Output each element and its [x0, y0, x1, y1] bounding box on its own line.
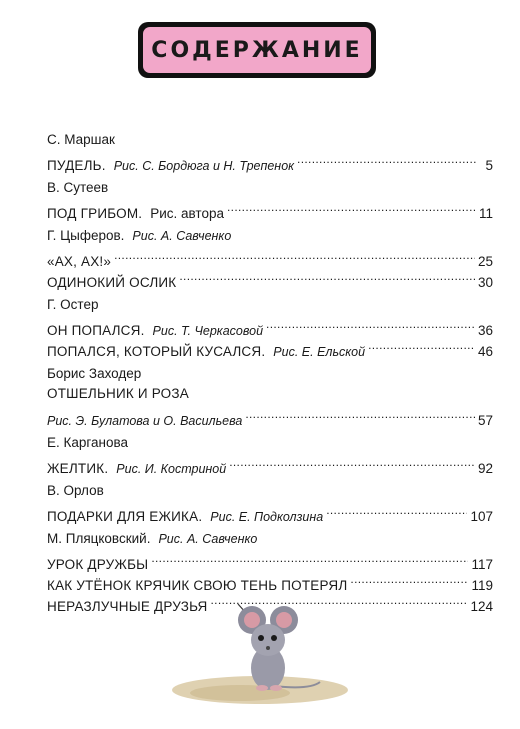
- page-number: 30: [477, 275, 493, 290]
- leader-dots: [326, 500, 467, 521]
- page-number: 5: [485, 158, 493, 173]
- entry-credit: Рис. И. Костриной: [116, 462, 227, 476]
- entry-title: ЖЕЛТИК.: [47, 461, 109, 476]
- mouse-ear-right-inner: [276, 612, 292, 628]
- author-name: Г. Цыферов.: [47, 228, 125, 243]
- title-plate-inner: [143, 27, 371, 73]
- entry-title: ПОПАЛСЯ, КОТОРЫЙ КУСАЛСЯ.: [47, 344, 266, 359]
- entry-credit: Рис. С. Бордюга и Н. Трепенок: [113, 159, 295, 173]
- entry-credit: Рис. автора: [150, 206, 224, 221]
- entry-title: УРОК ДРУЖБЫ: [47, 557, 149, 572]
- leader-dots: [151, 548, 468, 569]
- entry-title: «АХ, АХ!»: [47, 254, 112, 269]
- author-line: [47, 226, 493, 245]
- author-name: Борис Заходер: [47, 366, 142, 381]
- toc-group: [47, 481, 493, 524]
- table-of-contents: [47, 130, 493, 619]
- page-number: 92: [477, 461, 493, 476]
- entry-title: НЕРАЗЛУЧНЫЕ ДРУЗЬЯ: [47, 599, 208, 614]
- toc-entry[interactable]: [47, 500, 493, 524]
- toc-group: [47, 295, 493, 359]
- entry-title: ПУДЕЛЬ.: [47, 158, 106, 173]
- title-plate: [138, 22, 376, 78]
- entry-title: ОДИНОКИЙ ОСЛИК: [47, 275, 177, 290]
- toc-group: [47, 178, 493, 221]
- entry-title: ОН ПОПАЛСЯ.: [47, 323, 145, 338]
- page-number: 36: [477, 323, 493, 338]
- mouse-paw-right: [270, 685, 282, 691]
- mouse-ear-left-inner: [244, 612, 260, 628]
- mouse-head: [251, 624, 285, 656]
- page-number: 11: [478, 206, 493, 221]
- leader-dots: [227, 197, 476, 218]
- page-number: 124: [470, 599, 493, 614]
- leader-dots: [245, 404, 475, 425]
- entry-title: КАК УТЁНОК КРЯЧИК СВОЮ ТЕНЬ ПОТЕРЯЛ: [47, 578, 348, 593]
- page-title: СОДЕРЖАНИЕ: [151, 37, 363, 63]
- toc-entry[interactable]: [47, 548, 493, 572]
- leader-dots: [350, 569, 468, 590]
- page-number: 117: [471, 557, 493, 572]
- page-number: 107: [470, 509, 493, 524]
- toc-entry[interactable]: [47, 245, 493, 269]
- leader-dots: [179, 266, 475, 287]
- author-name: В. Орлов: [47, 483, 104, 498]
- author-name: С. Маршак: [47, 132, 115, 147]
- leader-dots: [229, 452, 475, 473]
- mouse-illustration: [170, 598, 350, 710]
- page-number: 57: [477, 413, 493, 428]
- leader-dots: [368, 335, 475, 356]
- toc-group: [47, 433, 493, 476]
- leader-dots: [114, 245, 475, 266]
- author-line: [47, 529, 493, 548]
- toc-group: [47, 130, 493, 173]
- author-credit: Рис. А. Савченко: [132, 229, 232, 243]
- toc-group: [47, 226, 493, 290]
- author-credit: Рис. А. Савченко: [158, 532, 258, 546]
- entry-title: ПОД ГРИБОМ.: [47, 206, 143, 221]
- mouse-eye-right: [271, 635, 277, 641]
- toc-entry[interactable]: [47, 197, 493, 221]
- author-name: Г. Остер: [47, 297, 99, 312]
- toc-entry[interactable]: [47, 266, 493, 290]
- toc-entry[interactable]: [47, 314, 493, 338]
- leader-dots: [297, 149, 476, 170]
- author-name: М. Пляцковский.: [47, 531, 151, 546]
- entry-title: ПОДАРКИ ДЛЯ ЕЖИКА.: [47, 509, 203, 524]
- entry-credit: Рис. Т. Черкасовой: [152, 324, 264, 338]
- toc-credit-line[interactable]: [47, 404, 493, 428]
- leader-dots: [266, 314, 475, 335]
- entry-credit: Рис. Э. Булатова и О. Васильева: [47, 414, 243, 428]
- entry-credit: Рис. Е. Ельской: [273, 345, 366, 359]
- entry-title: ОТШЕЛЬНИК И РОЗА: [47, 386, 189, 401]
- author-name: В. Сутеев: [47, 180, 109, 195]
- page-number: 119: [471, 578, 493, 593]
- toc-entry[interactable]: [47, 452, 493, 476]
- toc-entry[interactable]: [47, 383, 493, 404]
- toc-entry[interactable]: [47, 149, 493, 173]
- page-number: 46: [477, 344, 493, 359]
- entry-credit: Рис. Е. Подколзина: [210, 510, 324, 524]
- page-number: 25: [477, 254, 493, 269]
- author-name: Е. Карганова: [47, 435, 129, 450]
- mouse-paw-left: [256, 685, 268, 691]
- mouse-eye-left: [258, 635, 264, 641]
- toc-group: [47, 364, 493, 428]
- mouse-nose: [266, 646, 270, 650]
